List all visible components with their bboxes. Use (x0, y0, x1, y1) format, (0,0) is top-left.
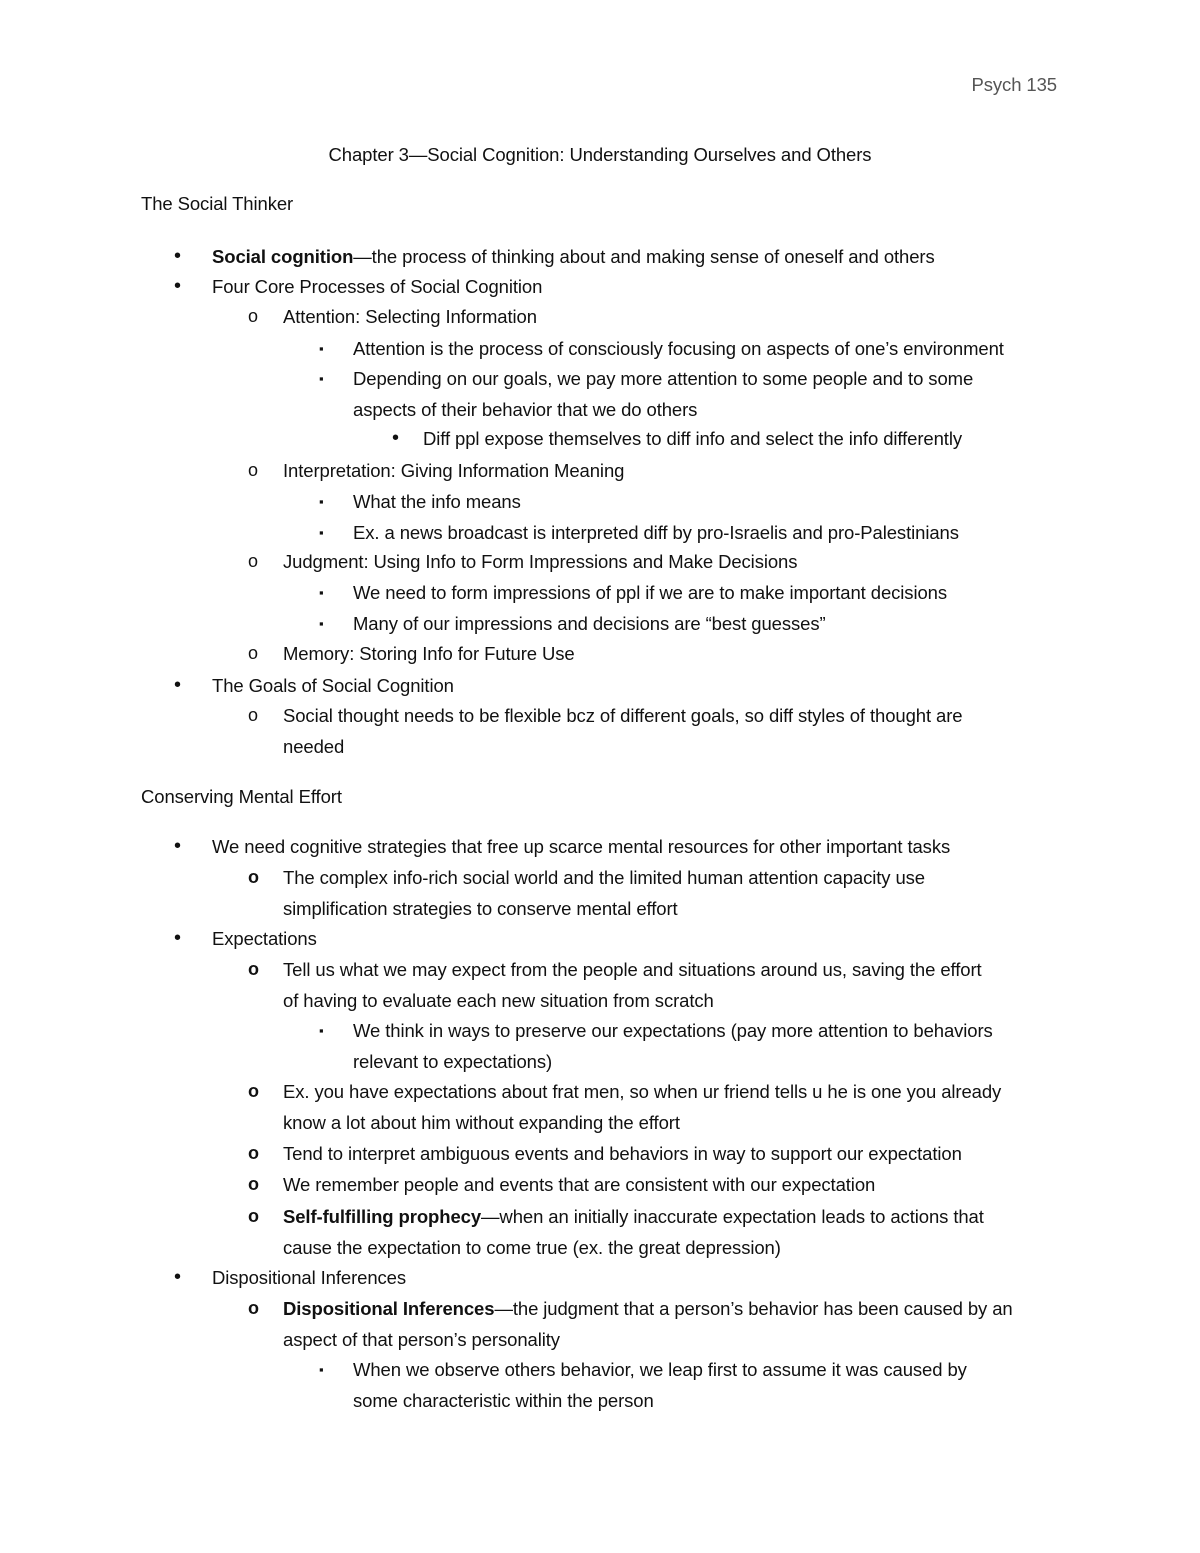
square-marker: ▪ (319, 616, 324, 631)
item-text: Expectations (212, 928, 317, 949)
bullet-marker: • (392, 427, 399, 449)
definition: —when an initially inaccurate expectation leads to actions that (481, 1206, 984, 1227)
item-text: Ex. a news broadcast is interpreted diff by pro-Israelis and pro-Palestinians (353, 522, 959, 543)
list-item (248, 301, 537, 332)
item-text: The Goals of Social Cognition (212, 675, 454, 696)
item-text-line: Social thought needs to be flexible bcz of different goals, so diff styles of thought are (283, 705, 963, 726)
circle-marker: o (248, 460, 258, 480)
square-marker: ▪ (319, 494, 324, 509)
bullet-marker: • (174, 674, 181, 696)
item-text-line: Ex. you have expectations about frat men, so when ur friend tells u he is one you already (283, 1081, 1002, 1102)
item-text-line: needed (283, 736, 345, 757)
item-text: Memory: Storing Info for Future Use (283, 643, 575, 664)
square-marker: ▪ (319, 585, 324, 600)
item-text: Tend to interpret ambiguous events and behaviors in way to support our expectation (283, 1143, 962, 1164)
bullet-marker: • (174, 245, 181, 267)
item-text-line: When we observe others behavior, we leap first to assume it was caused by (353, 1359, 967, 1380)
list-item (248, 862, 925, 924)
item-text-line: some characteristic within the person (353, 1390, 654, 1411)
item-text: We need cognitive strategies that free up scarce mental resources for other important tasks (212, 836, 951, 857)
list-item (248, 546, 798, 577)
item-text: We need to form impressions of ppl if we are to make important decisions (353, 582, 947, 603)
item-text-line: We think in ways to preserve our expectations (pay more attention to behaviors (353, 1020, 993, 1041)
circle-marker: o (248, 1081, 259, 1101)
bullet-marker: • (174, 927, 181, 949)
list-item (174, 831, 951, 862)
list-item (248, 954, 982, 1016)
item-text-line: The complex info-rich social world and the limited human attention capacity use (283, 867, 925, 888)
page-header: Psych 135 (971, 74, 1057, 95)
square-marker: ▪ (319, 1023, 324, 1038)
item-text: Four Core Processes of Social Cognition (212, 276, 543, 297)
list-item (319, 333, 1004, 364)
list-item (248, 700, 963, 762)
circle-marker: o (248, 705, 258, 725)
list-item (174, 923, 317, 954)
bullet-marker: • (174, 1266, 181, 1288)
list-item (174, 241, 935, 272)
list-item (319, 608, 826, 639)
item-text-line (283, 1201, 984, 1232)
item-text: Attention: Selecting Information (283, 306, 537, 327)
list-item (248, 638, 575, 669)
list-item (248, 1201, 984, 1263)
list-item (248, 1076, 1002, 1138)
square-marker: ▪ (319, 1362, 324, 1377)
circle-marker: o (248, 959, 259, 979)
item-text: What the info means (353, 491, 521, 512)
circle-marker: o (248, 1174, 259, 1194)
circle-marker: o (248, 306, 258, 326)
list-item (174, 1262, 407, 1293)
list-item (248, 1293, 1013, 1355)
circle-marker: o (248, 1143, 259, 1163)
item-text: Dispositional Inferences (212, 1267, 407, 1288)
list-item (319, 577, 947, 608)
item-text: Interpretation: Giving Information Meaning (283, 460, 625, 481)
list-item (174, 670, 454, 701)
term: Dispositional Inferences (283, 1298, 495, 1319)
item-text: We remember people and events that are consistent with our expectation (283, 1174, 876, 1195)
bullet-marker: • (174, 835, 181, 857)
list-item (319, 486, 521, 517)
square-marker: ▪ (319, 525, 324, 540)
list-item (248, 1138, 962, 1169)
circle-marker: o (248, 867, 259, 887)
term: Self-fulfilling prophecy (283, 1206, 482, 1227)
item-text-line: Tell us what we may expect from the people and situations around us, saving the effort (283, 959, 982, 980)
circle-marker: o (248, 1206, 259, 1226)
item-text-line: Depending on our goals, we pay more attention to some people and to some (353, 368, 974, 389)
bullet-marker: • (174, 275, 181, 297)
document-title: Chapter 3—Social Cognition: Understanding Ourselves and Others (328, 144, 872, 165)
item-text: Diff ppl expose themselves to diff info and select the info differently (423, 428, 962, 449)
circle-marker: o (248, 551, 258, 571)
item-text-line: cause the expectation to come true (ex. the great depression) (283, 1237, 781, 1258)
item-text-line (283, 1293, 1013, 1324)
list-item (248, 1169, 876, 1200)
definition: —the process of thinking about and making sense of oneself and others (353, 246, 935, 267)
item-text: Attention is the process of consciously focusing on aspects of one’s environment (353, 338, 1004, 359)
term: Social cognition (212, 246, 354, 267)
item-text-line: relevant to expectations) (353, 1051, 553, 1072)
item-text-line: aspects of their behavior that we do others (353, 399, 698, 420)
item-text: Many of our impressions and decisions are “best guesses” (353, 613, 826, 634)
list-item (319, 1015, 993, 1077)
list-item (319, 1354, 967, 1416)
definition: —the judgment that a person’s behavior has been caused by an (494, 1298, 1013, 1319)
circle-marker: o (248, 643, 258, 663)
list-item (319, 517, 959, 548)
square-marker: ▪ (319, 371, 324, 386)
list-item (319, 363, 974, 425)
item-text-line: of having to evaluate each new situation from scratch (283, 990, 714, 1011)
square-marker: ▪ (319, 341, 324, 356)
item-text-line: know a lot about him without expanding the effort (283, 1112, 680, 1133)
section-heading: Conserving Mental Effort (141, 786, 342, 807)
item-text-line: aspect of that person’s personality (283, 1329, 560, 1350)
circle-marker: o (248, 1298, 259, 1318)
list-item (174, 271, 543, 302)
section-heading: The Social Thinker (141, 193, 294, 214)
item-text-line: simplification strategies to conserve mental effort (283, 898, 678, 919)
list-item (248, 455, 625, 486)
item-text: Judgment: Using Info to Form Impressions and Make Decisions (283, 551, 798, 572)
list-item (392, 423, 962, 454)
